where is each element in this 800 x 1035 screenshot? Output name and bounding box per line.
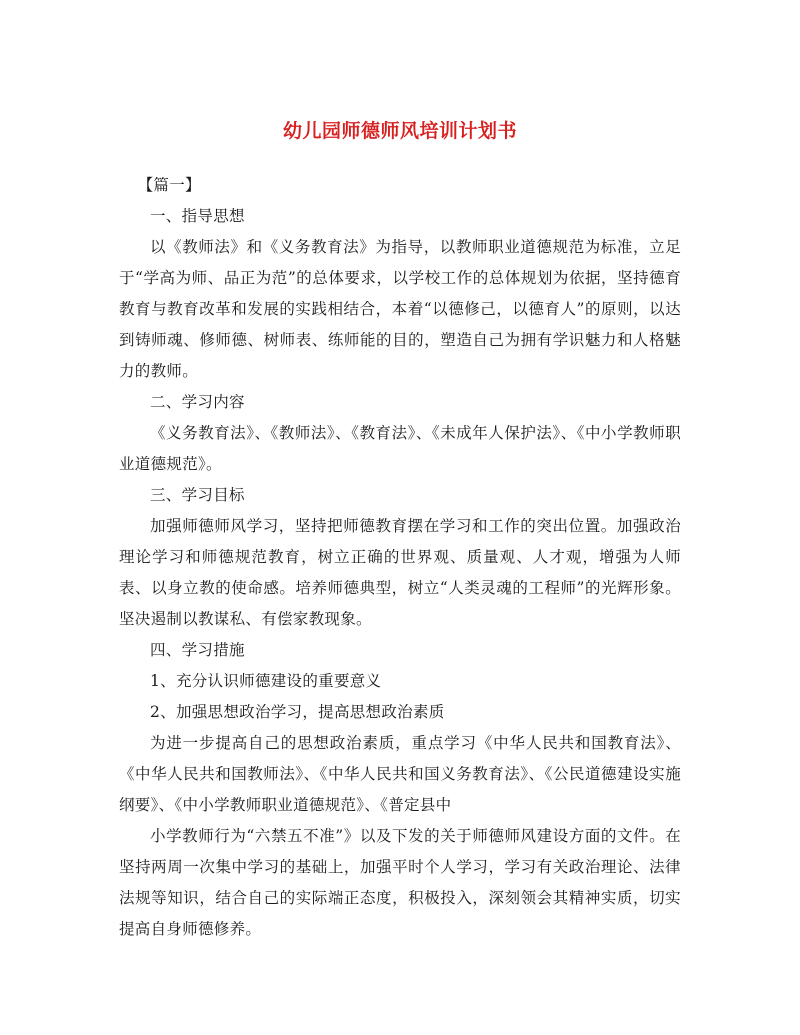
document-title: 幼儿园师德师风培训计划书 (282, 119, 517, 142)
section-label: 【篇一】 (137, 176, 201, 194)
heading-guiding-ideology: 一、指导思想 (150, 207, 245, 225)
paragraph-study-goals: 加强师德师风学习，坚持把师德教育摆在学习和工作的突出位置。加强政治理论学习和师德规范教育，树立正确的世界观、质量观、人才观，增强为人师表、以身立教的使命感。培养师德典型，树立“人类灵魂的工程师”的光辉形象。坚决遏制以教谋私、有偿家教现象。 (119, 517, 681, 628)
measure-item-1: 1、充分认识师德建设的重要意义 (150, 672, 382, 690)
paragraph-study-content: 《义务教育法》、《教师法》、《教育法》、《未成年人保护法》、《中小学教师职业道德规范》。 (119, 424, 681, 473)
paragraph-measures-detail: 为进一步提高自己的思想政治素质，重点学习《中华人民共和国教育法》、《中华人民共和国教师法》、《中华人民共和国义务教育法》、《公民道德建设实施纲要》、《中小学教师职业道德规范》、《普定县中 (119, 734, 681, 814)
paragraph-guiding-ideology: 以《教师法》和《义务教育法》为指导，以教师职业道德规范为标准，立足于“学高为师、品正为范”的总体要求，以学校工作的总体规划为依据，坚持德育教育与教育改革和发展的实践相结合，本着“以德修己，以德育人”的原则，以达到铸师魂、修师德、树师表、练师能的目的，塑造自己为拥有学识魅力和人格魅力的教师。 (119, 238, 681, 380)
heading-study-content: 二、学习内容 (150, 393, 245, 411)
paragraph-measures-continued: 小学教师行为“六禁五不准”》以及下发的关于师德师风建设方面的文件。在坚持两周一次集中学习的基础上，加强平时个人学习，学习有关政治理论、法律法规等知识，结合自己的实际端正态度，积极投入，深刻领会其精神实质，切实提高自身师德修养。 (119, 827, 681, 938)
document-body (119, 170, 681, 945)
heading-study-goals: 三、学习目标 (150, 486, 245, 504)
heading-study-measures: 四、学习措施 (150, 641, 245, 659)
measure-item-2: 2、加强思想政治学习，提高思想政治素质 (150, 703, 445, 721)
